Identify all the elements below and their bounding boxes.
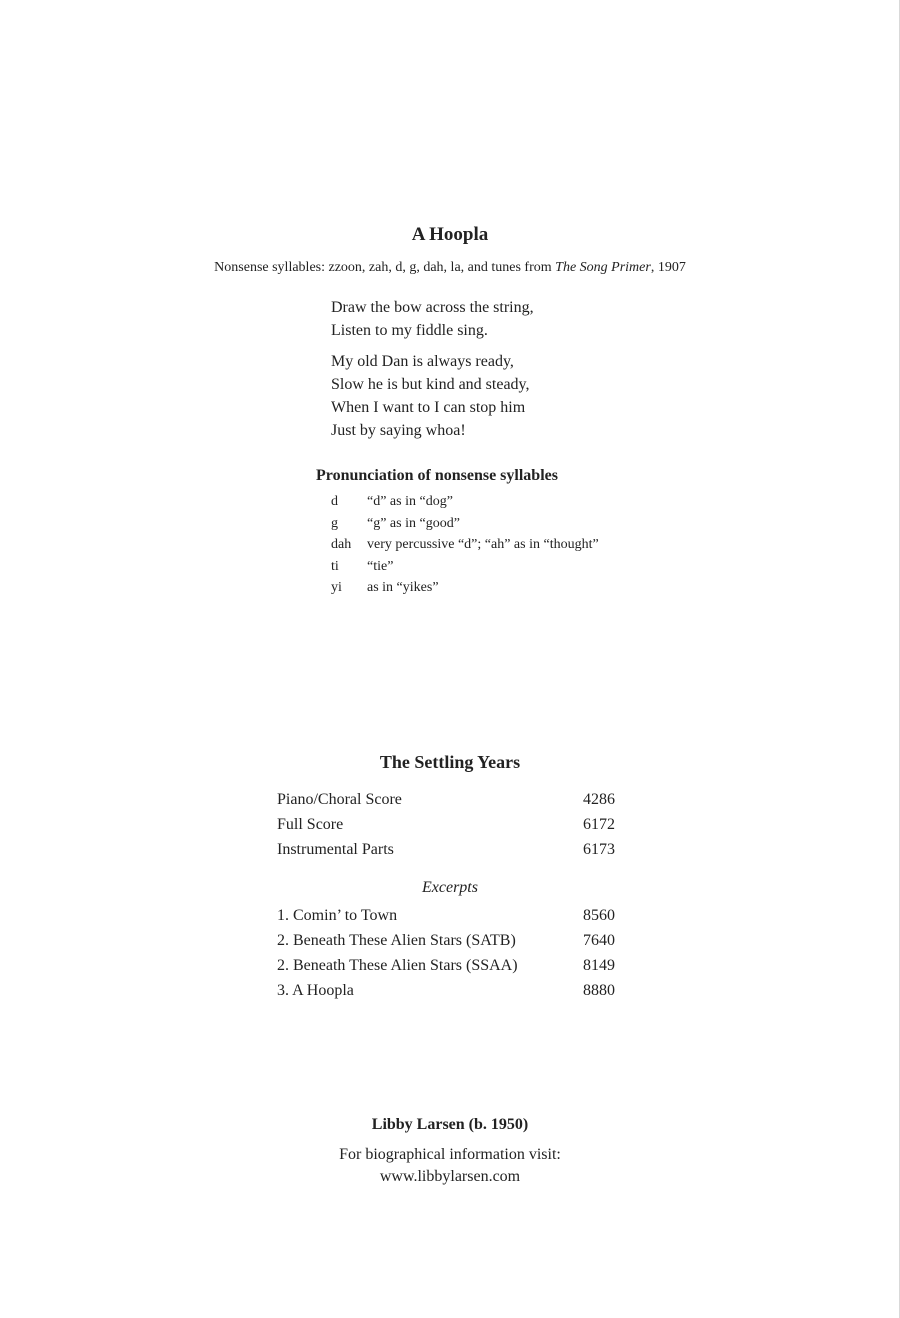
composer-name: Libby Larsen (b. 1950): [371, 1116, 529, 1133]
piece-subtitle: [0, 260, 900, 276]
bio-info: [0, 1144, 900, 1188]
syllable: d: [331, 494, 338, 509]
catalog-title: Instrumental Parts: [277, 841, 394, 858]
excerpt-row: [277, 903, 615, 928]
catalog-number: 6173: [583, 841, 615, 858]
excerpt-number: 8149: [583, 957, 615, 974]
excerpt-row: [277, 953, 615, 978]
excerpt-title: 1. Comin’ to Town: [277, 907, 398, 924]
pronunciation-row: [331, 534, 599, 556]
poem-line: My old Dan is always ready,: [331, 353, 514, 370]
source-title: The Song Primer: [555, 260, 651, 275]
syllable: g: [331, 515, 338, 531]
poem-line: Slow he is but kind and steady,: [331, 376, 530, 393]
syllable-description: “d” as in “dog”: [367, 494, 453, 509]
syllable: yi: [331, 580, 342, 595]
pronunciation-row: [331, 556, 599, 578]
poem-line: Just by saying whoa!: [331, 422, 466, 439]
catalog-row: [277, 837, 615, 862]
pronunciation-heading: Pronunciation of nonsense syllables: [316, 467, 558, 484]
piece-title: A Hoopla: [411, 224, 489, 245]
excerpts-heading: Excerpts: [422, 879, 478, 896]
pronunciation-list: [331, 491, 599, 599]
poem-line: When I want to I can stop him: [331, 399, 526, 416]
excerpt-title: 2. Beneath These Alien Stars (SSAA): [277, 957, 518, 974]
catalog-title: Full Score: [277, 816, 344, 833]
syllable: ti: [331, 558, 339, 574]
poem-line: Listen to my fiddle sing.: [331, 322, 488, 339]
bio-line: For biographical information visit:: [339, 1146, 561, 1163]
catalog-row: [277, 812, 615, 837]
catalog-number: 4286: [583, 791, 615, 808]
subtitle-year: , 1907: [650, 260, 686, 275]
syllable-description: very percussive “d”; “ah” as in “thought”: [367, 537, 599, 552]
excerpt-row: [277, 978, 615, 1003]
poem-stanza: [331, 296, 534, 342]
excerpts-table: [277, 903, 615, 1003]
pronunciation-row: [331, 577, 599, 599]
excerpt-row: [277, 928, 615, 953]
pronunciation-row: [331, 513, 599, 535]
excerpt-title: 3. A Hoopla: [277, 982, 354, 999]
excerpt-number: 8880: [583, 982, 615, 999]
syllable-description: as in “yikes”: [367, 580, 439, 595]
syllable-description: “tie”: [367, 558, 394, 574]
poem-line: Draw the bow across the string,: [331, 299, 534, 316]
catalog-table: [277, 787, 615, 862]
poem-stanza: [331, 350, 534, 442]
excerpt-title: 2. Beneath These Alien Stars (SATB): [277, 932, 516, 949]
catalog-heading: The Settling Years: [379, 752, 521, 772]
excerpt-number: 8560: [583, 907, 615, 924]
syllable-description: “g” as in “good”: [367, 515, 460, 531]
excerpt-number: 7640: [583, 932, 615, 949]
website-link[interactable]: www.libbylarsen.com: [379, 1168, 521, 1185]
catalog-number: 6172: [583, 816, 615, 833]
catalog-row: [277, 787, 615, 812]
catalog-title: Piano/Choral Score: [277, 791, 402, 808]
subtitle-text: Nonsense syllables: zzoon, zah, d, g, dah, la, and tunes from: [214, 260, 556, 275]
pronunciation-row: [331, 491, 599, 513]
syllable: dah: [331, 537, 352, 552]
poem: [331, 296, 534, 442]
